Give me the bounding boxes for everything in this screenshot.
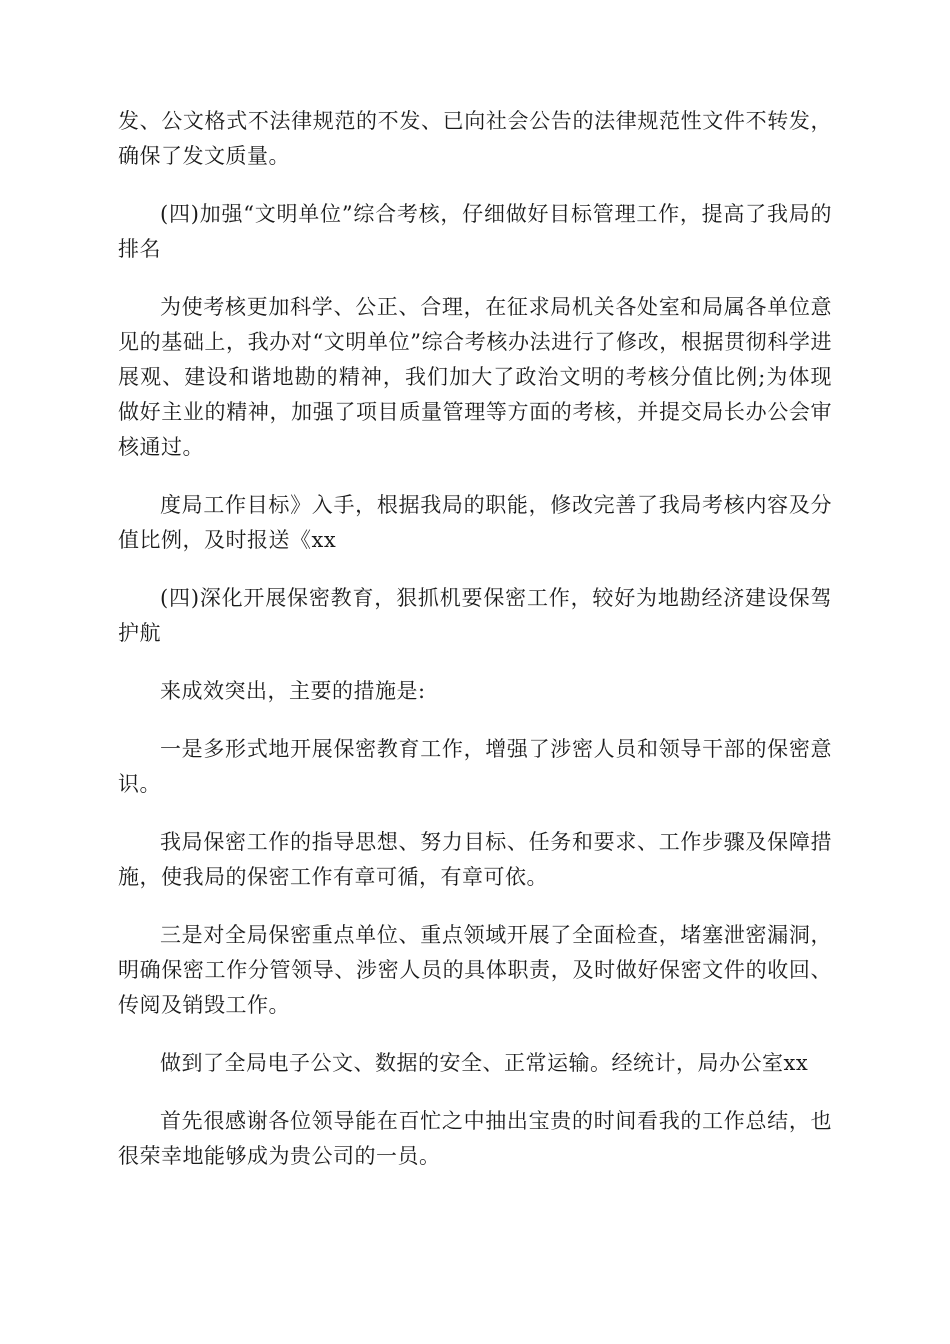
paragraph-11: 首先很感谢各位领导能在百忙之中抽出宝贵的时间看我的工作总结，也很荣幸地能够成为贵公司的一员。 <box>118 1109 832 1168</box>
paragraph-3: 为使考核更加科学、公正、合理，在征求局机关各处室和局属各单位意见的基础上，我办对“文明单位”综合考核办法进行了修改，根据贯彻科学进展观、建设和谐地勘的精神，我们加大了政治文明的考核分值比例;为体现做好主业的精神，加强了项目质量管理等方面的考核，并提交局长办公会审核通过。 <box>118 295 832 459</box>
paragraph-9: 三是对全局保密重点单位、重点领域开展了全面检查，堵塞泄密漏洞，明确保密工作分管领导、涉密人员的具体职责，及时做好保密文件的收回、传阅及销毁工作。 <box>118 923 832 1017</box>
paragraph-8: 我局保密工作的指导思想、努力目标、任务和要求、工作步骤及保障措施，使我局的保密工作有章可循，有章可依。 <box>118 830 832 889</box>
paragraph-7: 一是多形式地开展保密教育工作，增强了涉密人员和领导干部的保密意识。 <box>118 737 832 796</box>
section-heading-4-civilization-assessment: (四)加强“文明单位”综合考核，仔细做好目标管理工作，提高了我局的排名 <box>118 202 832 261</box>
paragraph-10: 做到了全局电子公文、数据的安全、正常运输。经统计，局办公室xx <box>160 1051 809 1075</box>
document-body <box>118 104 832 1197</box>
section-heading-4-confidentiality: (四)深化开展保密教育，狠抓机要保密工作，较好为地勘经济建设保驾护航 <box>118 586 832 645</box>
paragraph-6: 来成效突出，主要的措施是: <box>160 679 426 703</box>
paragraph-4: 度局工作目标》入手，根据我局的职能，修改完善了我局考核内容及分值比例，及时报送《xx <box>118 493 832 552</box>
paragraph-1: 发、公文格式不法律规范的不发、已向社会公告的法律规范性文件不转发，确保了发文质量。 <box>118 109 832 168</box>
